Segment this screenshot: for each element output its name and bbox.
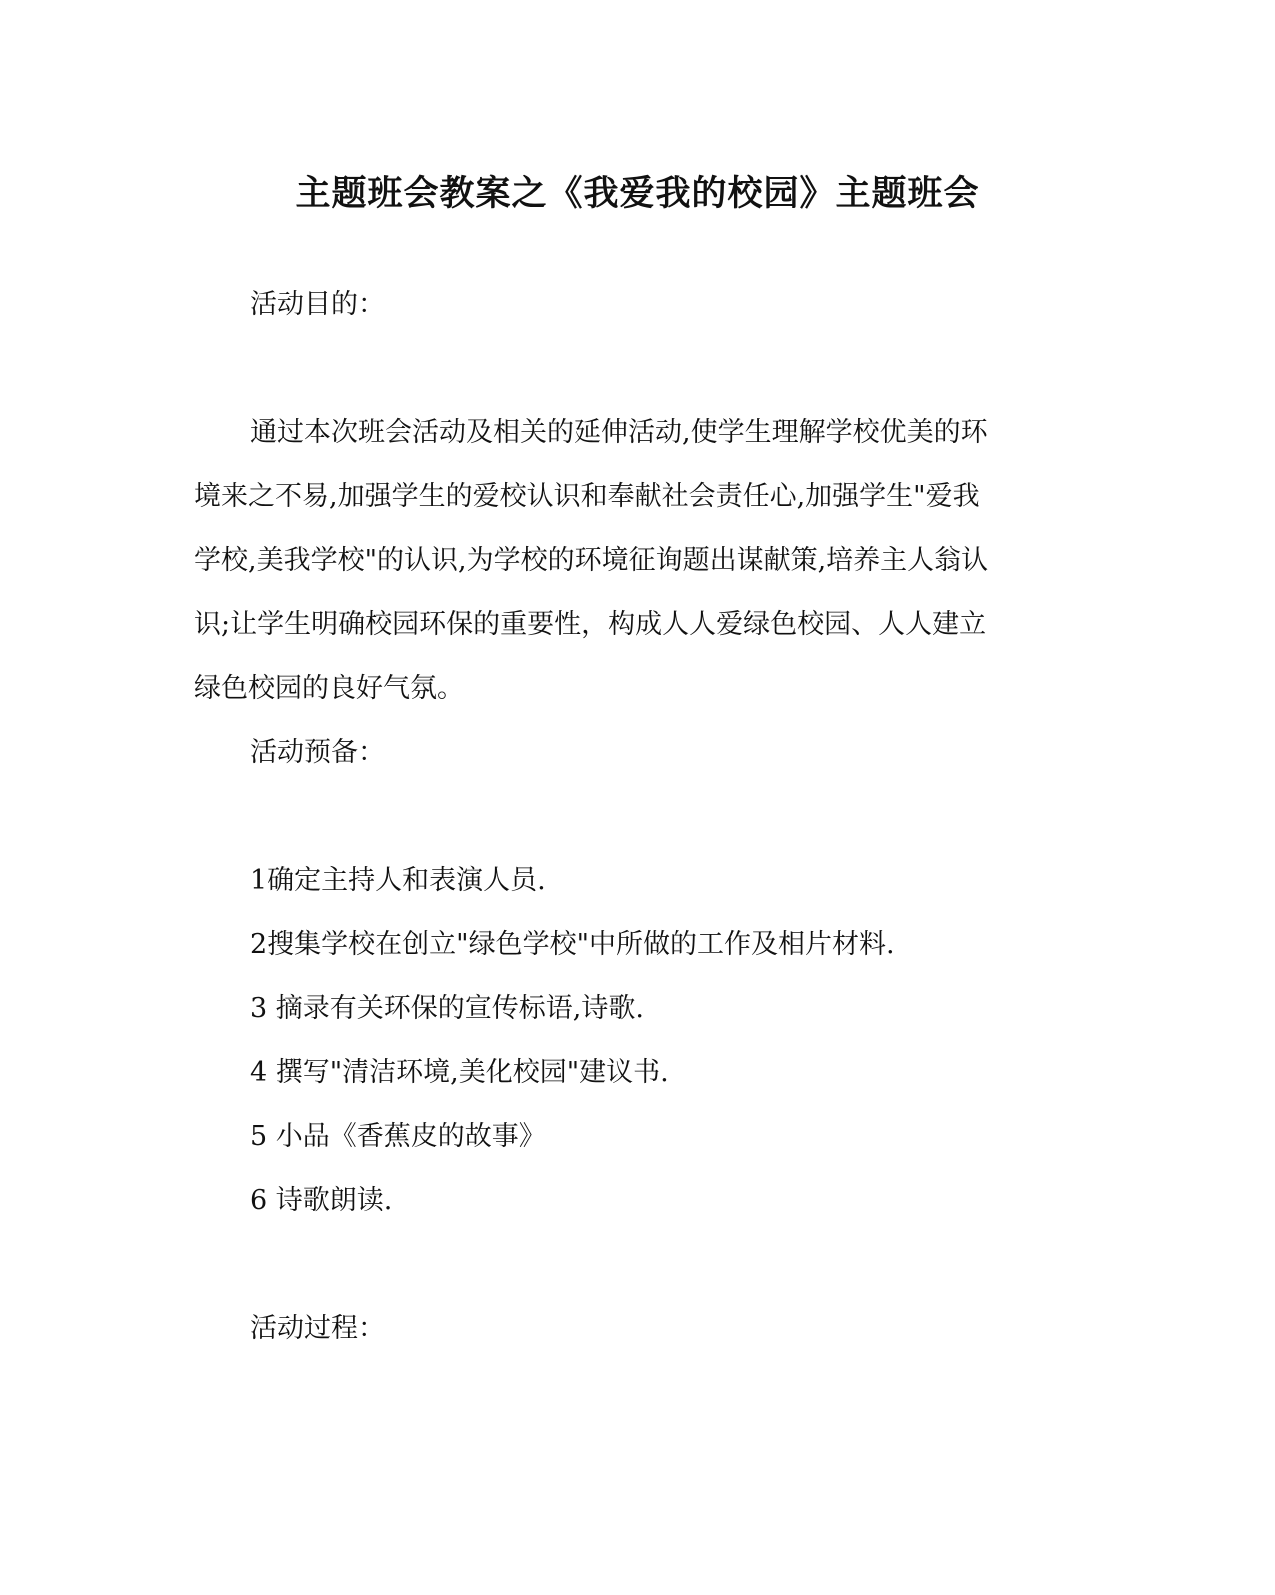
process-heading: 活动过程：	[250, 1313, 385, 1344]
prep-item: 6 诗歌朗读.	[250, 1185, 393, 1216]
prep-item: 4 撰写"清洁环境,美化校园"建议书.	[250, 1057, 669, 1088]
purpose-line: 境来之不易,加强学生的爱校认识和奉献社会责任心,加强学生"爱我	[194, 481, 980, 512]
prep-item: 2搜集学校在创立"绿色学校"中所做的工作及相片材料.	[250, 929, 895, 960]
prep-item: 3 摘录有关环保的宣传标语,诗歌.	[250, 993, 644, 1024]
purpose-line: 识;让学生明确校园环保的重要性，构成人人爱绿色校园、人人建立	[194, 609, 987, 640]
prep-heading: 活动预备：	[250, 737, 385, 768]
purpose-heading: 活动目的：	[250, 289, 385, 320]
purpose-line: 通过本次班会活动及相关的延伸活动,使学生理解学校优美的环	[250, 417, 988, 448]
purpose-line: 绿色校园的良好气氛。	[194, 673, 464, 704]
prep-item: 1确定主持人和表演人员.	[250, 865, 546, 896]
purpose-line: 学校,美我学校"的认识,为学校的环境征询题出谋献策,培养主人翁认	[194, 545, 989, 576]
document-title: 主题班会教案之《我爱我的校园》主题班会	[295, 173, 980, 214]
prep-item: 5 小品《香蕉皮的故事》	[250, 1121, 546, 1152]
